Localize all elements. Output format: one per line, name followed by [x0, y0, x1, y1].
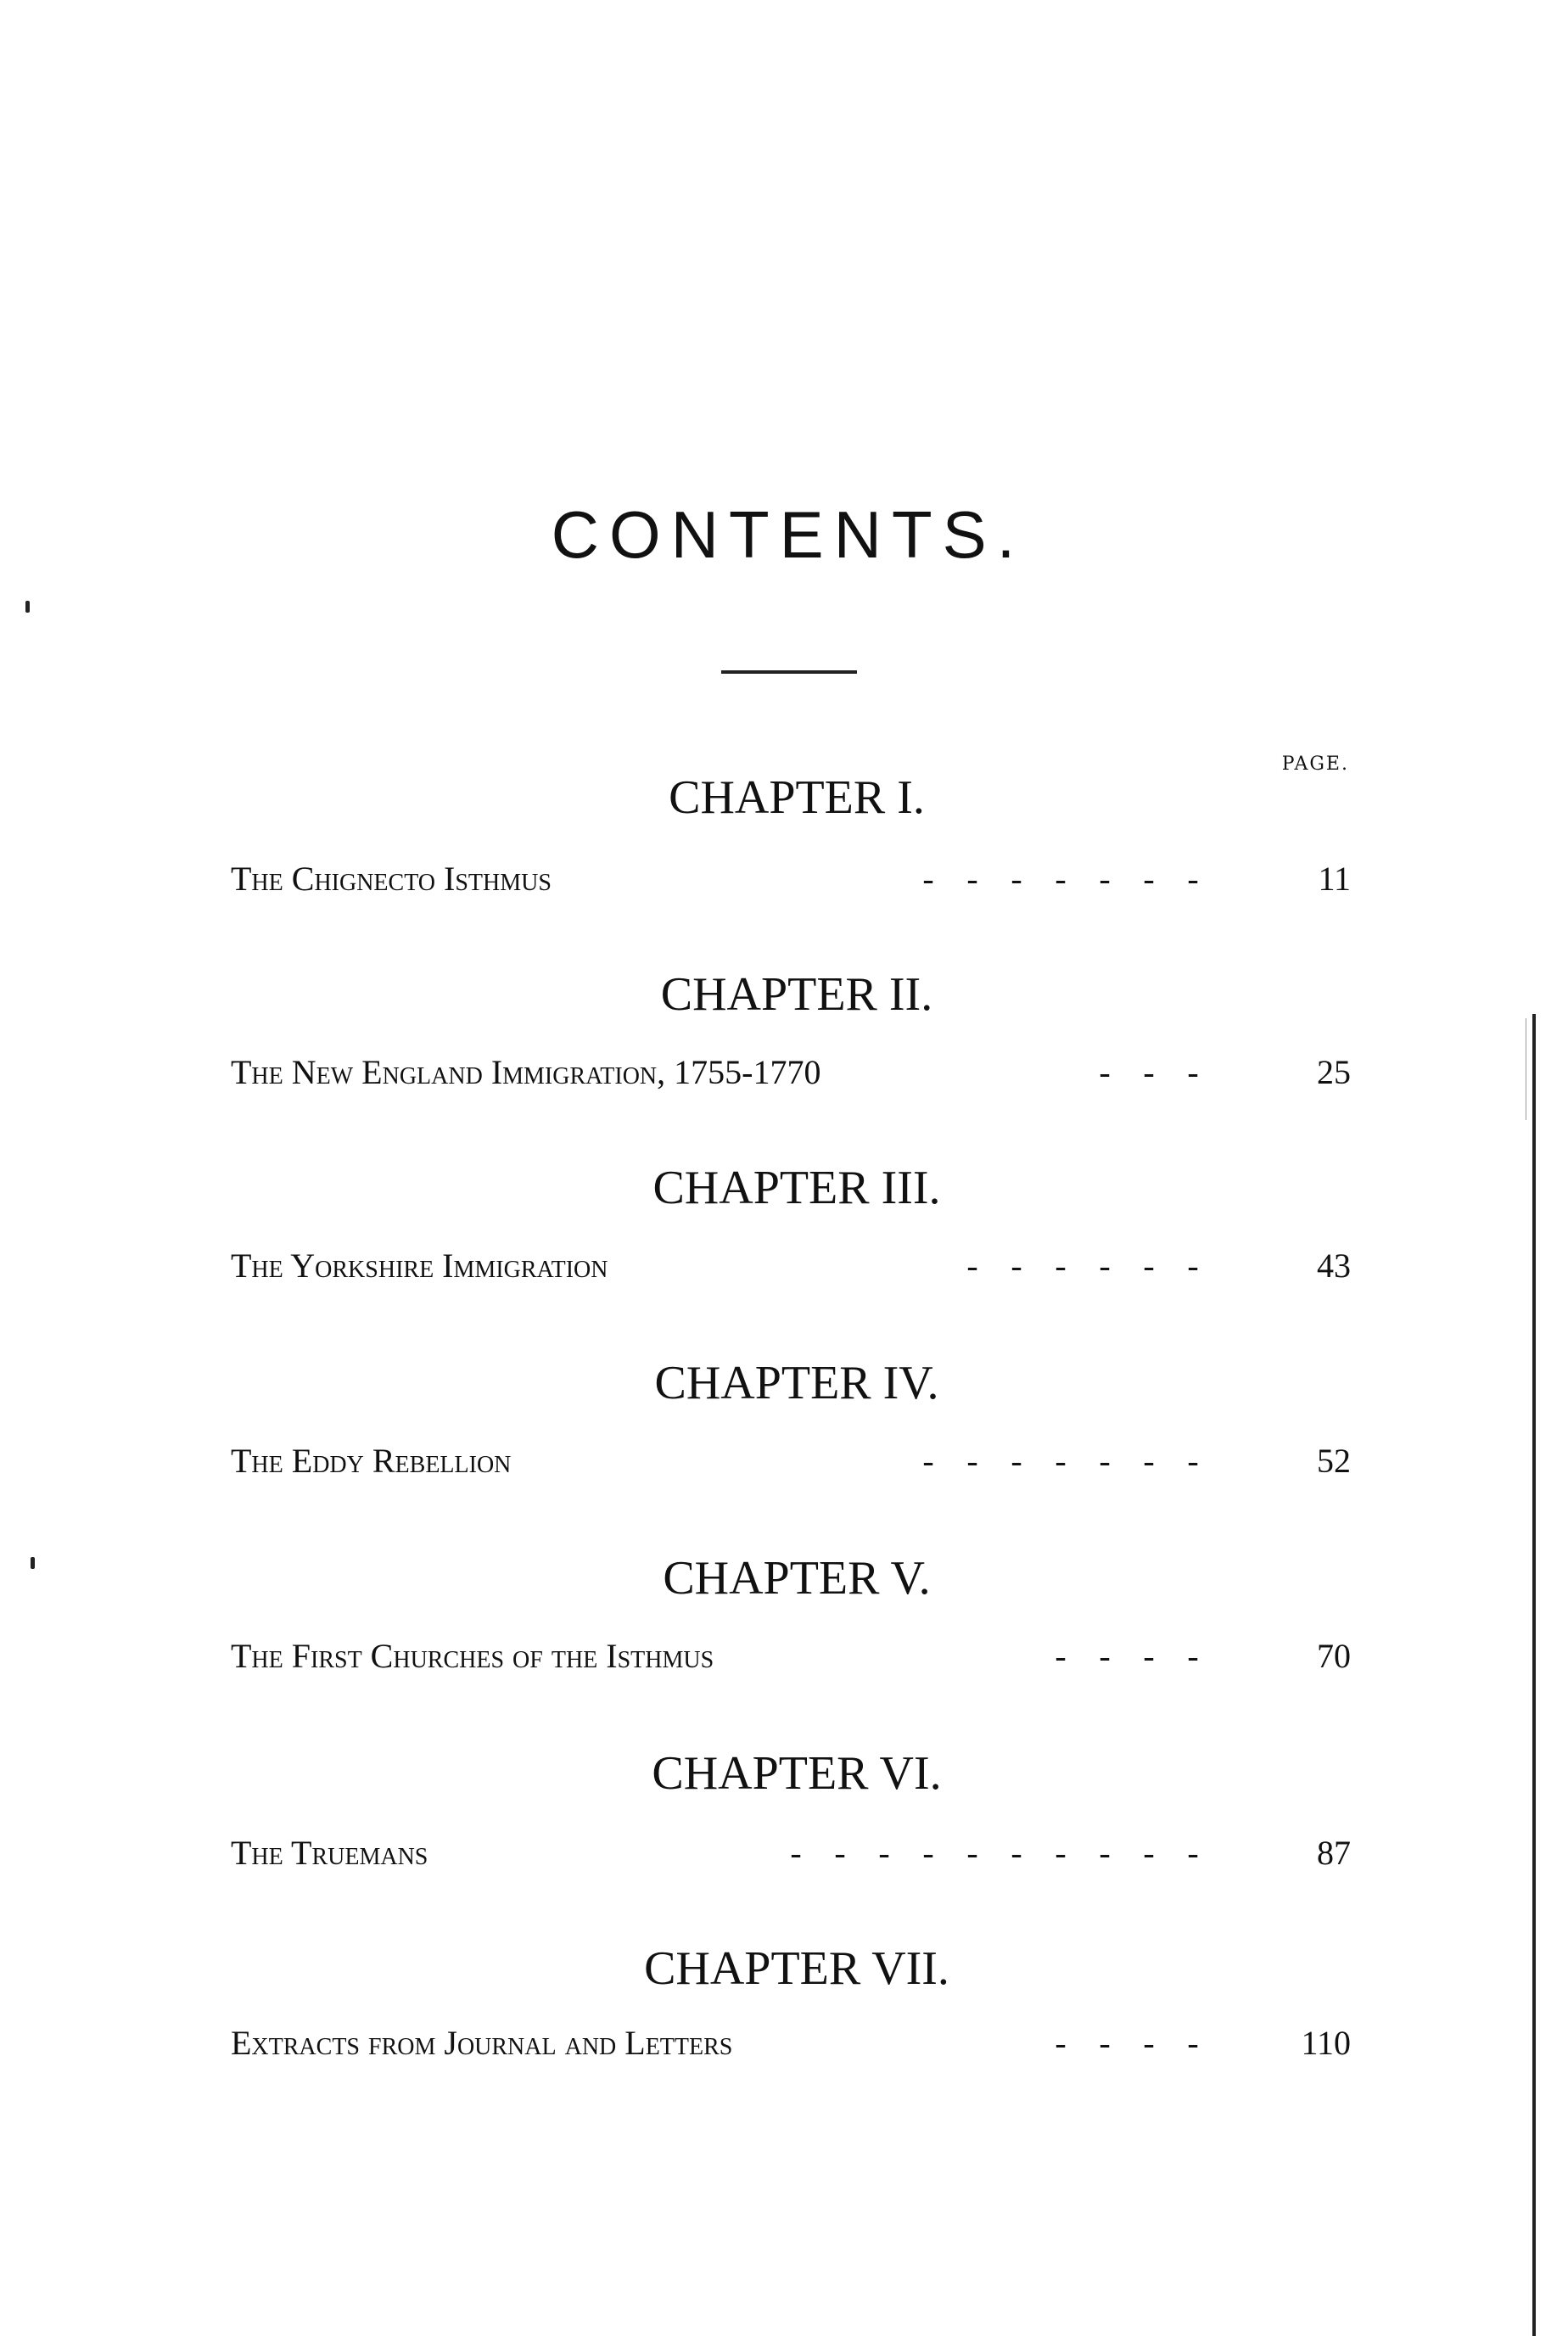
chapter-heading-2: CHAPTER II.	[660, 968, 933, 1021]
toc-entry-title: Extracts from Journal and Letters	[231, 2023, 741, 2063]
toc-entry-7[interactable]	[231, 2023, 1351, 2065]
toc-entry-2[interactable]	[231, 1052, 1351, 1095]
title-rule-divider	[721, 670, 857, 674]
chapter-heading-7: CHAPTER VII.	[644, 1942, 949, 1995]
dot-leader: - - -	[1099, 1053, 1199, 1091]
page-title: CONTENTS.	[551, 497, 1026, 572]
dot-leader: - - - -	[1055, 1637, 1199, 1675]
chapter-heading-6: CHAPTER VI.	[652, 1747, 942, 1800]
toc-entry-4[interactable]	[231, 1441, 1351, 1483]
toc-entry-5[interactable]	[231, 1636, 1351, 1678]
chapter-heading-3: CHAPTER III.	[652, 1162, 941, 1214]
toc-entry-page: 70	[1317, 1637, 1351, 1675]
toc-entry-title: The First Churches of the Isthmus	[231, 1636, 722, 1676]
toc-entry-page: 43	[1317, 1246, 1351, 1285]
toc-entry-title: The Truemans	[231, 1833, 436, 1873]
toc-entry-1[interactable]	[231, 859, 1351, 901]
chapter-heading-5: CHAPTER V.	[663, 1552, 931, 1605]
toc-entry-6[interactable]	[231, 1833, 1351, 1875]
chapter-heading-1: CHAPTER I.	[669, 771, 925, 824]
dot-leader: - - - - - - - - - -	[790, 1834, 1199, 1872]
toc-entry-title: The Eddy Rebellion	[231, 1441, 519, 1481]
toc-entry-page: 87	[1317, 1834, 1351, 1872]
chapter-heading-4: CHAPTER IV.	[654, 1357, 939, 1409]
toc-entry-3[interactable]	[231, 1246, 1351, 1288]
page-edge-shadow	[1532, 1014, 1536, 2336]
dot-leader: - - - -	[1055, 2024, 1199, 2062]
dot-leader: - - - - - - -	[922, 860, 1199, 898]
toc-entry-page: 11	[1318, 860, 1351, 898]
dot-leader: - - - - - - -	[922, 1442, 1199, 1480]
toc-entry-page: 110	[1301, 2024, 1351, 2062]
scan-speck	[31, 1557, 35, 1569]
scan-speck	[25, 601, 30, 613]
toc-entry-page: 25	[1317, 1053, 1351, 1091]
toc-entry-title: The Yorkshire Immigration	[231, 1246, 617, 1286]
toc-entry-page: 52	[1317, 1442, 1351, 1480]
toc-entry-title: The Chignecto Isthmus	[231, 859, 560, 899]
toc-entry-title: The New England Immigration, 1755-1770	[231, 1052, 829, 1092]
page-column-label: PAGE.	[1281, 753, 1349, 775]
dot-leader: - - - - - -	[966, 1246, 1199, 1285]
